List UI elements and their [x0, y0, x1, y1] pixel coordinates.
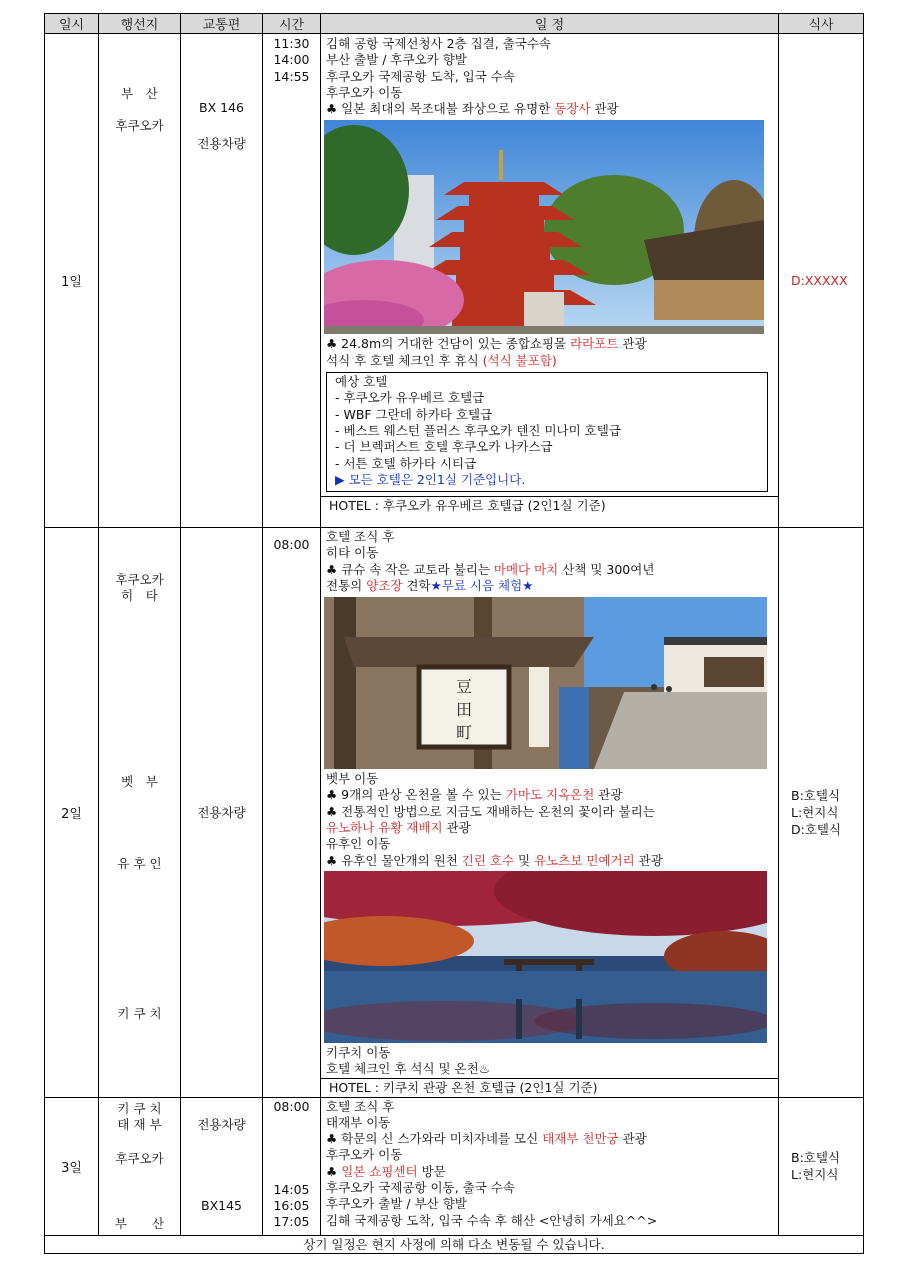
- hotel-option: - 서튼 호텔 하카타 시티급: [335, 455, 477, 471]
- day1-line-4: 후쿠오카 이동: [326, 84, 403, 100]
- day2-place-beppu: 벳 부: [121, 774, 158, 789]
- day2-meal-dinner: D:호텔식: [791, 821, 842, 837]
- day1-label: 1일: [45, 34, 99, 528]
- day2-attraction-6-mid: 및: [514, 852, 535, 868]
- day2-schedule: [321, 528, 779, 1098]
- day2-line-2: 히타 이동: [326, 545, 379, 561]
- day1-line-2: 부산 출발 / 후쿠오카 향발: [326, 52, 467, 68]
- day1-attraction-1-suffix: 관광: [590, 101, 619, 117]
- day1-attraction-1-highlight: 동장사: [554, 101, 591, 117]
- day3-attraction-1-suffix: 관광: [618, 1131, 647, 1147]
- day2-attraction-1-suffix: 산책 및 300여년: [558, 561, 655, 577]
- day2-vehicle: 전용차량: [197, 805, 246, 821]
- day2-label: 2일: [45, 528, 99, 1098]
- day2-line-1: 호텔 조식 후: [326, 529, 395, 544]
- day2-times: [263, 528, 321, 1098]
- day3-times: [263, 1097, 321, 1235]
- day1-time-1: 11:30: [273, 36, 310, 51]
- day1-attraction-2-text: ♣ 24.8m의 거대한 건담이 있는 종합쇼핑몰: [326, 336, 571, 352]
- day1-line-1: 김해 공항 국제선청사 2층 집결, 출국수속: [326, 36, 551, 51]
- day2-attraction-1-highlight: 마메다 마치: [493, 561, 559, 577]
- day3-attraction-1-text: ♣ 학문의 신 스가와라 미치자네를 모신: [326, 1131, 543, 1147]
- header-meal: 식사: [779, 14, 864, 34]
- day3-places: [99, 1097, 181, 1235]
- day3-line-5: 후쿠오카 출발 / 부산 향발: [326, 1196, 467, 1212]
- day2-meals: [779, 528, 864, 1098]
- day2-attraction-3: [321, 787, 778, 803]
- day2-attraction-6-highlight-2: 유노츠보 민예거리: [534, 852, 635, 868]
- header-schedule: 일 정: [321, 14, 779, 34]
- day1-dinner-text: 석식 후 호텔 체크인 후 휴식: [326, 352, 483, 368]
- day2-line-6: 호텔 체크인 후 석식 및 온천♨: [326, 1061, 490, 1077]
- day3-vehicle: 전용차량: [197, 1116, 246, 1132]
- day2-hotel: HOTEL : 키쿠치 관광 온천 호텔급 (2인1실 기준): [321, 1078, 778, 1097]
- day2-meal-lunch: L:현지식: [791, 804, 839, 820]
- hotel-option: - 더 브렉퍼스트 호텔 후쿠오카 나카스급: [335, 439, 553, 455]
- day3-place-busan: 부 산: [114, 1215, 165, 1231]
- day3-line-1: 호텔 조식 후: [326, 1098, 395, 1114]
- day1-meal-dinner: D:XXXXX: [791, 273, 848, 288]
- day1-time-3: 14:55: [273, 68, 310, 84]
- day1-vehicle: 전용차량: [197, 136, 246, 151]
- footer-row: [45, 1235, 864, 1253]
- hotel-option: - 베스트 웨스턴 플러스 후쿠오카 텐진 미나미 호텔급: [335, 422, 621, 438]
- svg-text:田: 田: [455, 700, 473, 720]
- day3-attraction-1-highlight: 태재부 천만궁: [542, 1131, 619, 1147]
- svg-text:豆: 豆: [455, 677, 473, 697]
- day1-attraction-2: [321, 336, 778, 352]
- day3-row: [45, 1097, 864, 1235]
- day1-transport: [181, 34, 263, 528]
- day1-hotel: HOTEL : 후쿠오카 유우베르 호텔급 (2인1실 기준): [321, 496, 778, 515]
- day2-attraction-5: [321, 820, 778, 836]
- day1-attraction-2-suffix: 관광: [618, 336, 647, 352]
- day2-attraction-1: [321, 562, 778, 578]
- day1-row: [45, 34, 864, 528]
- day3-attraction-1: [321, 1131, 778, 1147]
- day1-attraction-2-highlight: 라라포트: [570, 336, 619, 352]
- day3-place-kikuchi: 키 쿠 치: [117, 1100, 162, 1116]
- day3-transport: [181, 1097, 263, 1235]
- day1-schedule: [321, 34, 779, 528]
- expected-hotels-box: [326, 372, 768, 492]
- day2-attraction-5-suffix: 관광: [442, 820, 471, 836]
- day2-place-yufuin: 유 후 인: [117, 856, 162, 871]
- day2-attraction-3-highlight: 가마도 지옥온천: [505, 787, 595, 803]
- day2-row: [45, 528, 864, 1098]
- day2-attraction-4: ♣ 전통적인 방법으로 지금도 재배하는 온천의 꽃이라 불리는: [326, 803, 655, 819]
- day3-attraction-2-highlight: 일본 쇼핑센터: [341, 1163, 418, 1179]
- day2-place-kikuchi: 키 쿠 치: [117, 1006, 162, 1021]
- mameda-machi-street-photo: [324, 597, 767, 769]
- header-day: 일시: [45, 14, 99, 34]
- day3-line-4: 후쿠오카 국제공항 이동, 출국 수속: [326, 1180, 515, 1196]
- day3-meal-lunch: L:현지식: [791, 1167, 839, 1183]
- day1-place-fukuoka: 후쿠오카: [115, 118, 164, 133]
- day2-attraction-6-text: ♣ 유후인 물안개의 원천: [326, 852, 462, 868]
- day2-places: [99, 528, 181, 1098]
- day1-meal: [779, 34, 864, 528]
- header-time: 시간: [263, 14, 321, 34]
- day3-time-3: 16:05: [273, 1197, 310, 1213]
- day3-attraction-2-text: ♣: [326, 1163, 342, 1179]
- day3-line-3: 후쿠오카 이동: [326, 1147, 403, 1163]
- pagoda-temple-photo: [324, 120, 764, 334]
- day2-attraction-1-text: ♣ 큐슈 속 작은 교토라 불리는: [326, 561, 494, 577]
- day3-attraction-2: [321, 1164, 778, 1180]
- day2-attraction-2-mid: 견학: [402, 577, 431, 593]
- day3-flight: BX145: [201, 1197, 242, 1213]
- itinerary-table: [44, 13, 864, 1254]
- hotel-note: ▶ 모든 호텔은 2인1실 기준입니다.: [335, 471, 526, 487]
- day1-dinner: [321, 353, 778, 369]
- header-transport: 교통편: [181, 14, 263, 34]
- day1-places: [99, 34, 181, 528]
- day2-attraction-3-text: ♣ 9개의 관상 온천을 볼 수 있는: [326, 787, 506, 803]
- day2-attraction-2: [321, 578, 778, 594]
- day1-time-2: 14:00: [273, 52, 310, 68]
- day2-attraction-3-suffix: 관광: [594, 787, 623, 803]
- day2-place-hita: 히 타: [121, 588, 158, 603]
- day2-place-fukuoka: 후쿠오카: [115, 572, 164, 587]
- day2-meal-breakfast: B:호텔식: [791, 787, 841, 803]
- header-destination: 행선지: [99, 14, 181, 34]
- kinrin-lake-autumn-photo: [324, 871, 767, 1043]
- day3-line-2: 태재부 이동: [326, 1114, 391, 1130]
- day3-line-6: 김해 국제공항 도착, 입국 수속 후 해산 <안녕히 가세요^^>: [326, 1212, 658, 1228]
- day1-flight: BX 146: [199, 100, 244, 115]
- day1-line-3: 후쿠오카 국제공항 도착, 입국 수속: [326, 68, 515, 84]
- day2-attraction-2-text: 전통의: [326, 577, 367, 593]
- day2-time-1: 08:00: [273, 537, 310, 552]
- day1-attraction-1: [321, 101, 778, 117]
- day2-free-tasting: ★무료 시음 체험★: [430, 577, 534, 593]
- day2-line-5: 키쿠치 이동: [326, 1044, 391, 1060]
- day3-place-dazaifu: 태 재 부: [117, 1116, 162, 1132]
- day2-line-3: 벳부 이동: [326, 771, 379, 787]
- day3-schedule: [321, 1097, 779, 1235]
- header-row: [45, 14, 864, 34]
- footer-note: 상기 일정은 현지 사정에 의해 다소 변동될 수 있습니다.: [45, 1235, 864, 1253]
- day2-attraction-6-suffix: 관광: [634, 852, 663, 868]
- hotel-option: - 후쿠오카 유우베르 호텔급: [335, 390, 485, 406]
- day3-meal-breakfast: B:호텔식: [791, 1150, 841, 1166]
- day2-line-4: 유후인 이동: [326, 836, 391, 852]
- svg-text:町: 町: [455, 723, 473, 743]
- day1-attraction-1-text: ♣ 일본 최대의 목조대불 좌상으로 유명한: [326, 101, 555, 117]
- day3-attraction-2-suffix: 방문: [417, 1163, 446, 1179]
- day2-attraction-2-highlight: 양조장: [366, 577, 403, 593]
- day2-transport: [181, 528, 263, 1098]
- day3-time-2: 14:05: [273, 1181, 310, 1197]
- day1-dinner-note: (석식 불포함): [482, 352, 557, 368]
- expected-hotels-title: 예상 호텔: [335, 374, 388, 390]
- day1-times: [263, 34, 321, 528]
- day1-place-busan: 부 산: [121, 86, 158, 101]
- day2-attraction-5-highlight: 유노하나 유황 재배지: [326, 820, 443, 836]
- hotel-option: - WBF 그란데 하카타 호텔급: [335, 406, 493, 422]
- day3-time-4: 17:05: [273, 1213, 310, 1229]
- day2-attraction-6-highlight-1: 긴린 호수: [461, 852, 515, 868]
- day3-place-fukuoka: 후쿠오카: [115, 1150, 164, 1166]
- day2-attraction-6: [321, 853, 778, 869]
- day3-label: 3일: [45, 1097, 99, 1235]
- day3-meals: [779, 1097, 864, 1235]
- day3-time-1: 08:00: [273, 1098, 310, 1114]
